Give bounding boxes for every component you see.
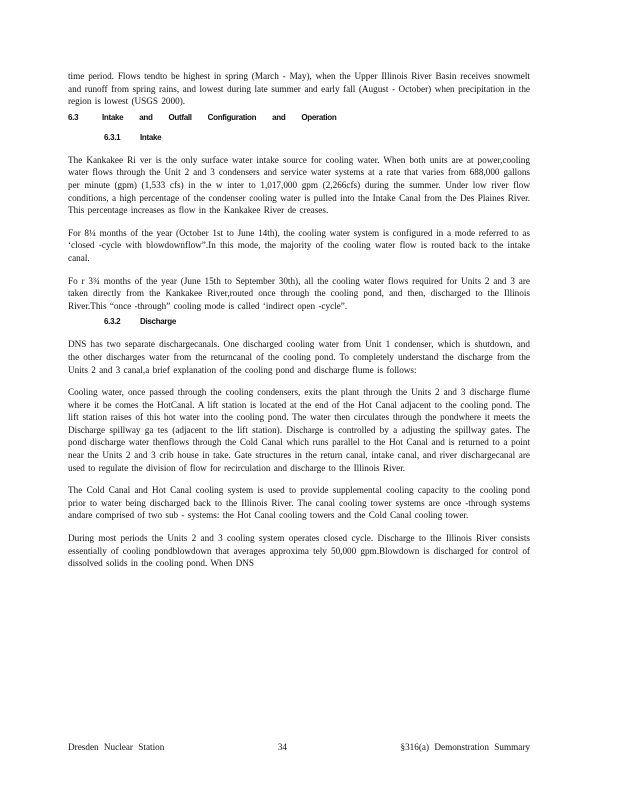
- paragraph-discharge-canals: DNS has two separate dischargecanals. One discharged cooling water from Unit 1 condenser, which is shutdown, and the other discharges water from the returncanal of the cooling pond. To completely understand the discharge from the Units 2 and 3 canal,a brief explanation of the cooling pond and discharge flume is follows:: [68, 339, 530, 375]
- footer-document-title: §316(a) Demonstration Summary: [400, 742, 530, 752]
- paragraph-open-cycle: Fo r 3¾ months of the year (June 15th to September 30th), all the cooling water flows required for Units 2 and 3 are taken directly from the Kankakee River,routed once through the cooling pond, and then, discharged to the Illinois River.This “once -through” cooling mode is called ‘indirect open -cycle”.: [68, 275, 530, 311]
- section-heading-6-3: [68, 112, 530, 124]
- subsection-heading-6-3-2: [104, 316, 530, 328]
- paragraph-closed-cycle: For 8¼ months of the year (October 1st to June 14th), the cooling water system is configured in a mode referred to as ‘closed -cycle with blowdownflow”.In this mode, the majority of the cooling water flow is routed back to the intake canal.: [68, 227, 530, 263]
- page-footer: [68, 742, 530, 752]
- paragraph-intake-source: The Kankakee Ri ver is the only surface water intake source for cooling water. When both units are at power,cooling water flows through the Unit 2 and 3 condensers and service water systems at a rate that varies from 688,000 gallons per minute (gpm) (1,533 cfs) in the w inter to 1,017,000 gpm (2,266cfs) during the summer. Under low river flow conditions, a high percentage of the condenser cooling water is pulled into the Intake Canal from the Des Plaines River. This percentage increases as flow in the Kankakee River de creases.: [68, 154, 530, 216]
- paragraph-cooling-flow: Cooling water, once passed through the cooling condensers, exits the plant through the Units 2 and 3 discharge flume where it be comes the HotCanal. A lift station is located at the end of the Hot Canal adjacent to the cooling pond. The lift station raises of this hot water into the cooling pond. The water then circulates through the pondwhere it meets the Discharge spillway ga tes (adjacent to the lift station). Discharge is controlled by a adjusting the spillway gates. The pond discharge water thenflows through the Cold Canal which runs parallel to the Hot Canal and is returned to a point near the Units 2 and 3 crib house in take. Gate structures in the return canal, intake canal, and river dischargecanal are used to regulate the division of flow for recirculation and discharge to the Illinois River.: [68, 387, 530, 473]
- paragraph-flow-period: time period. Flows tendto be highest in spring (March - May), when the Upper Illinois River Basin receives snowmelt and runoff from spring rains, and lowest during late summer and early fall (August - October) when precipitation in the region is lowest (USGS 2000).: [68, 71, 530, 107]
- paragraph-blowdown: During most periods the Units 2 and 3 cooling system operates closed cycle. Discharge to the Illinois River consists essentially of cooling pondblowdown that averages approxima tely 50,000 gpm.Blowdown is discharged for control of dissolved solids in the cooling pond. When DNS: [68, 533, 530, 569]
- paragraph-canal-cooling-towers: The Cold Canal and Hot Canal cooling system is used to provide supplemental cooling capacity to the cooling pond prior to water being discharged back to the Illinois River. The canal cooling tower systems are once -through systems andare comprised of two sub - systems: the Hot Canal cooling towers and the Cold Canal cooling tower.: [68, 485, 530, 521]
- subsection-title: Discharge: [140, 317, 176, 327]
- subsection-title: Intake: [140, 132, 162, 142]
- section-title: Intake and Outfall Configuration and Operation: [102, 112, 337, 122]
- subsection-heading-6-3-1: [104, 132, 530, 144]
- section-number: 6.3: [68, 112, 79, 122]
- footer-page-number: 34: [277, 742, 287, 752]
- subsection-number: 6.3.2: [104, 317, 121, 327]
- footer-station-name: Dresden Nuclear Station: [68, 742, 165, 752]
- subsection-number: 6.3.1: [104, 132, 121, 142]
